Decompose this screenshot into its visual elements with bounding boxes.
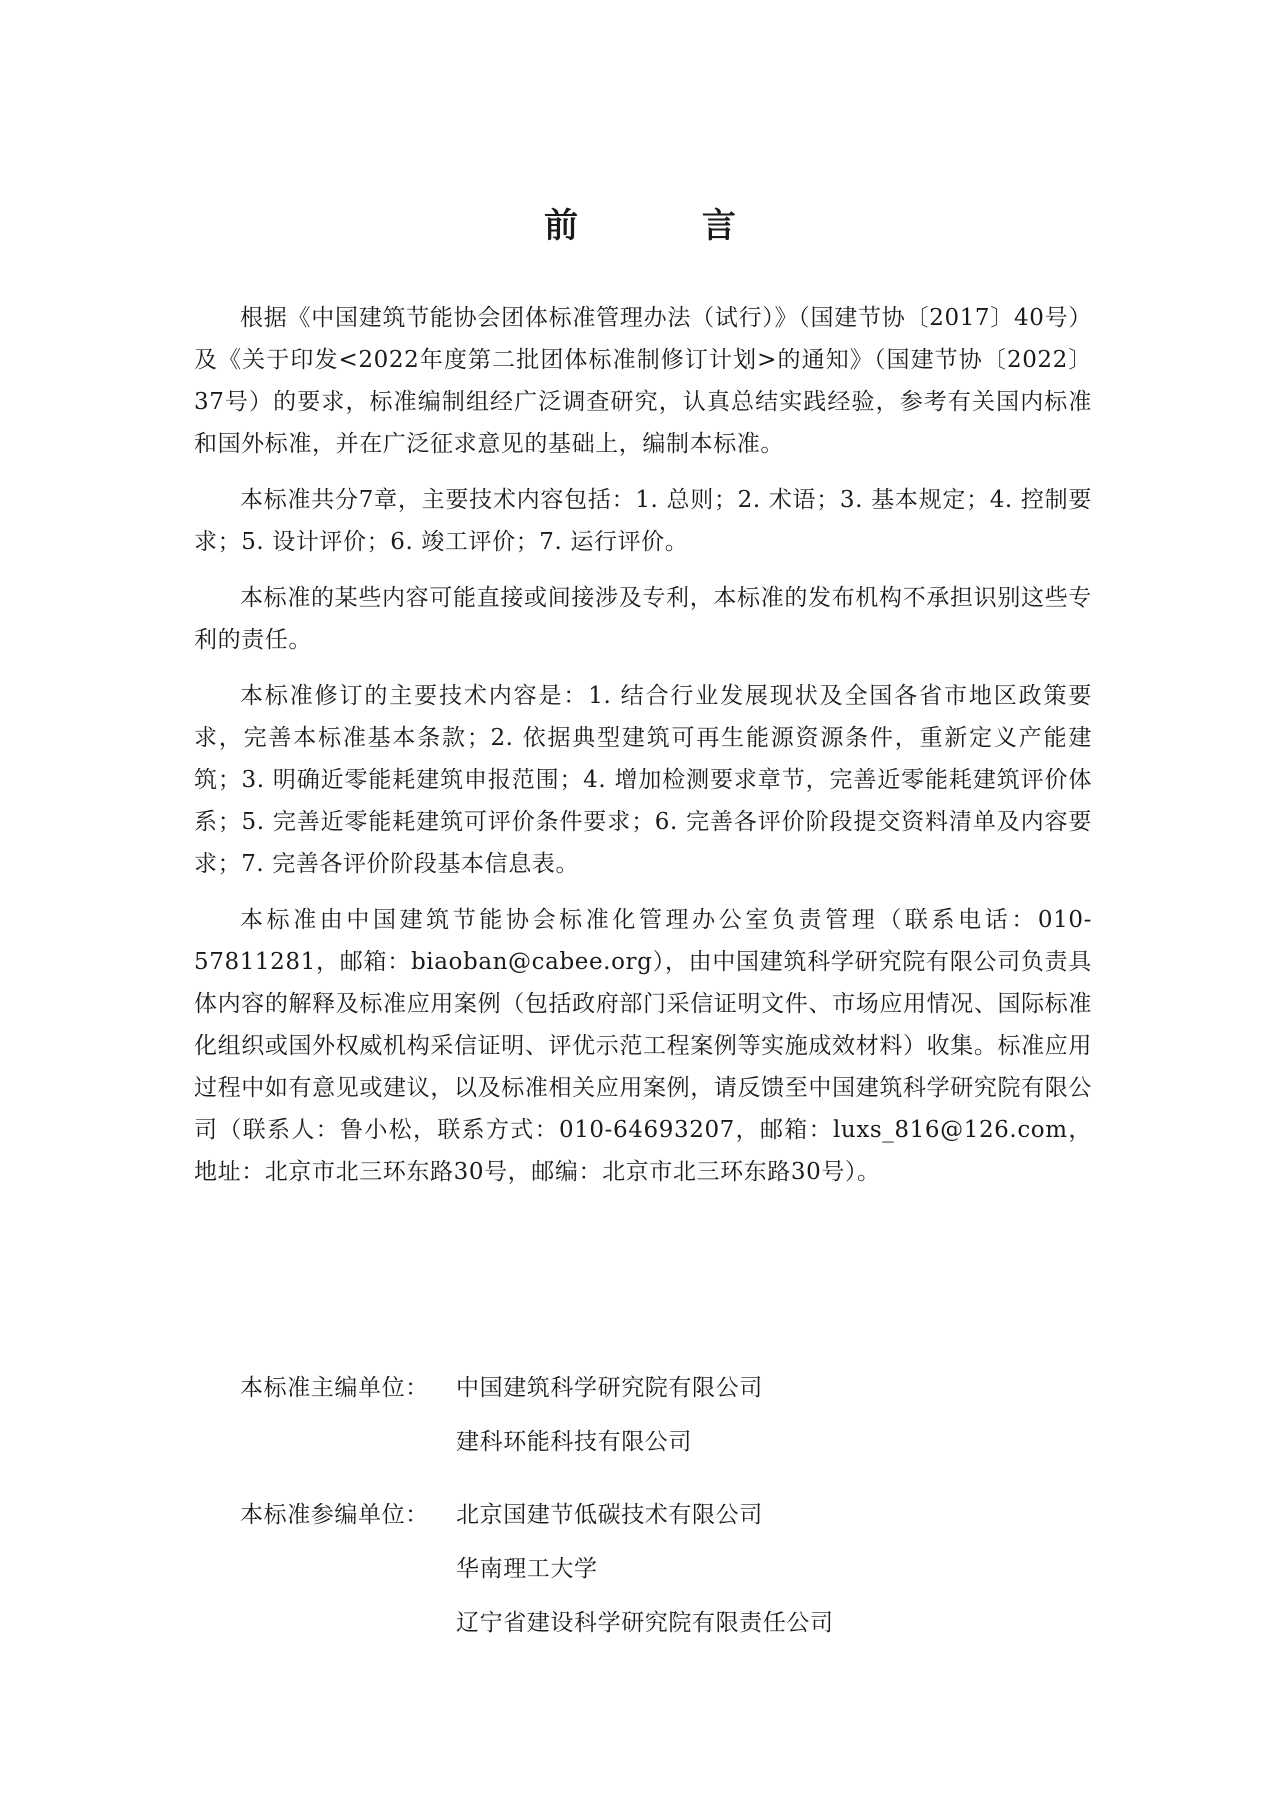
paragraph-contents: 本标准共分7章，主要技术内容包括：1. 总则；2. 术语；3. 基本规定；4. 控制要求；5. 设计评价；6. 竣工评价；7. 运行评价。 <box>194 487 1092 555</box>
preface-body <box>194 297 1092 1193</box>
paragraph-revisions: 本标准修订的主要技术内容是：1. 结合行业发展现状及全国各省市地区政策要求，完善本标准基本条款；2. 依据典型建筑可再生能源资源条件，重新定义产能建筑；3. 明确近零能耗建筑申报范围；4. 增加检测要求章节，完善近零能耗建筑评价体系；5. 完善近零能耗建筑可评价条件要求；6. 完善各评价阶段提交资料清单及内容要求；7. 完善各评价阶段基本信息表。 <box>194 683 1092 877</box>
paragraph-basis: 根据《中国建筑节能协会团体标准管理办法（试行）》（国建节协〔2017〕40号）及《关于印发<2022年度第二批团体标准制修订计划>的通知》（国建节协〔2022〕37号）的要求，标准编制组经广泛调查研究，认真总结实践经验，参考有关国内标准和国外标准，并在广泛征求意见的基础上，编制本标准。 <box>194 305 1092 457</box>
participating-unit-item: 华南理工大学 <box>456 1556 598 1582</box>
page-title: 前 言 <box>544 206 792 246</box>
participating-units-label: 本标准参编单位： <box>240 1502 429 1528</box>
chief-unit-item: 中国建筑科学研究院有限公司 <box>456 1375 763 1401</box>
chief-units-list <box>456 1361 1100 1469</box>
participating-unit-item: 北京国建节低碳技术有限公司 <box>456 1502 763 1528</box>
chief-unit-item: 建科环能科技有限公司 <box>456 1429 692 1455</box>
chief-units-label: 本标准主编单位： <box>240 1375 429 1401</box>
participating-units-list <box>456 1488 1100 1650</box>
chief-editing-units <box>240 1361 1100 1469</box>
participating-units <box>240 1488 1100 1650</box>
paragraph-management: 本标准由中国建筑节能协会标准化管理办公室负责管理（联系电话：010-57811281，邮箱：biaoban@cabee.org），由中国建筑科学研究院有限公司负责具体内容的解释及标准应用案例（包括政府部门采信证明文件、市场应用情况、国际标准化组织或国外权威机构采信证明、评优示范工程案例等实施成效材料）收集。标准应用过程中如有意见或建议，以及标准相关应用案例，请反馈至中国建筑科学研究院有限公司（联系人：鲁小松，联系方式：010-64693207，邮箱：luxs_816@126.com，地址：北京市北三环东路30号，邮编：北京市北三环东路30号）。 <box>194 907 1092 1185</box>
participating-unit-item: 辽宁省建设科学研究院有限责任公司 <box>456 1610 834 1636</box>
paragraph-patent: 本标准的某些内容可能直接或间接涉及专利，本标准的发布机构不承担识别这些专利的责任。 <box>194 585 1092 653</box>
